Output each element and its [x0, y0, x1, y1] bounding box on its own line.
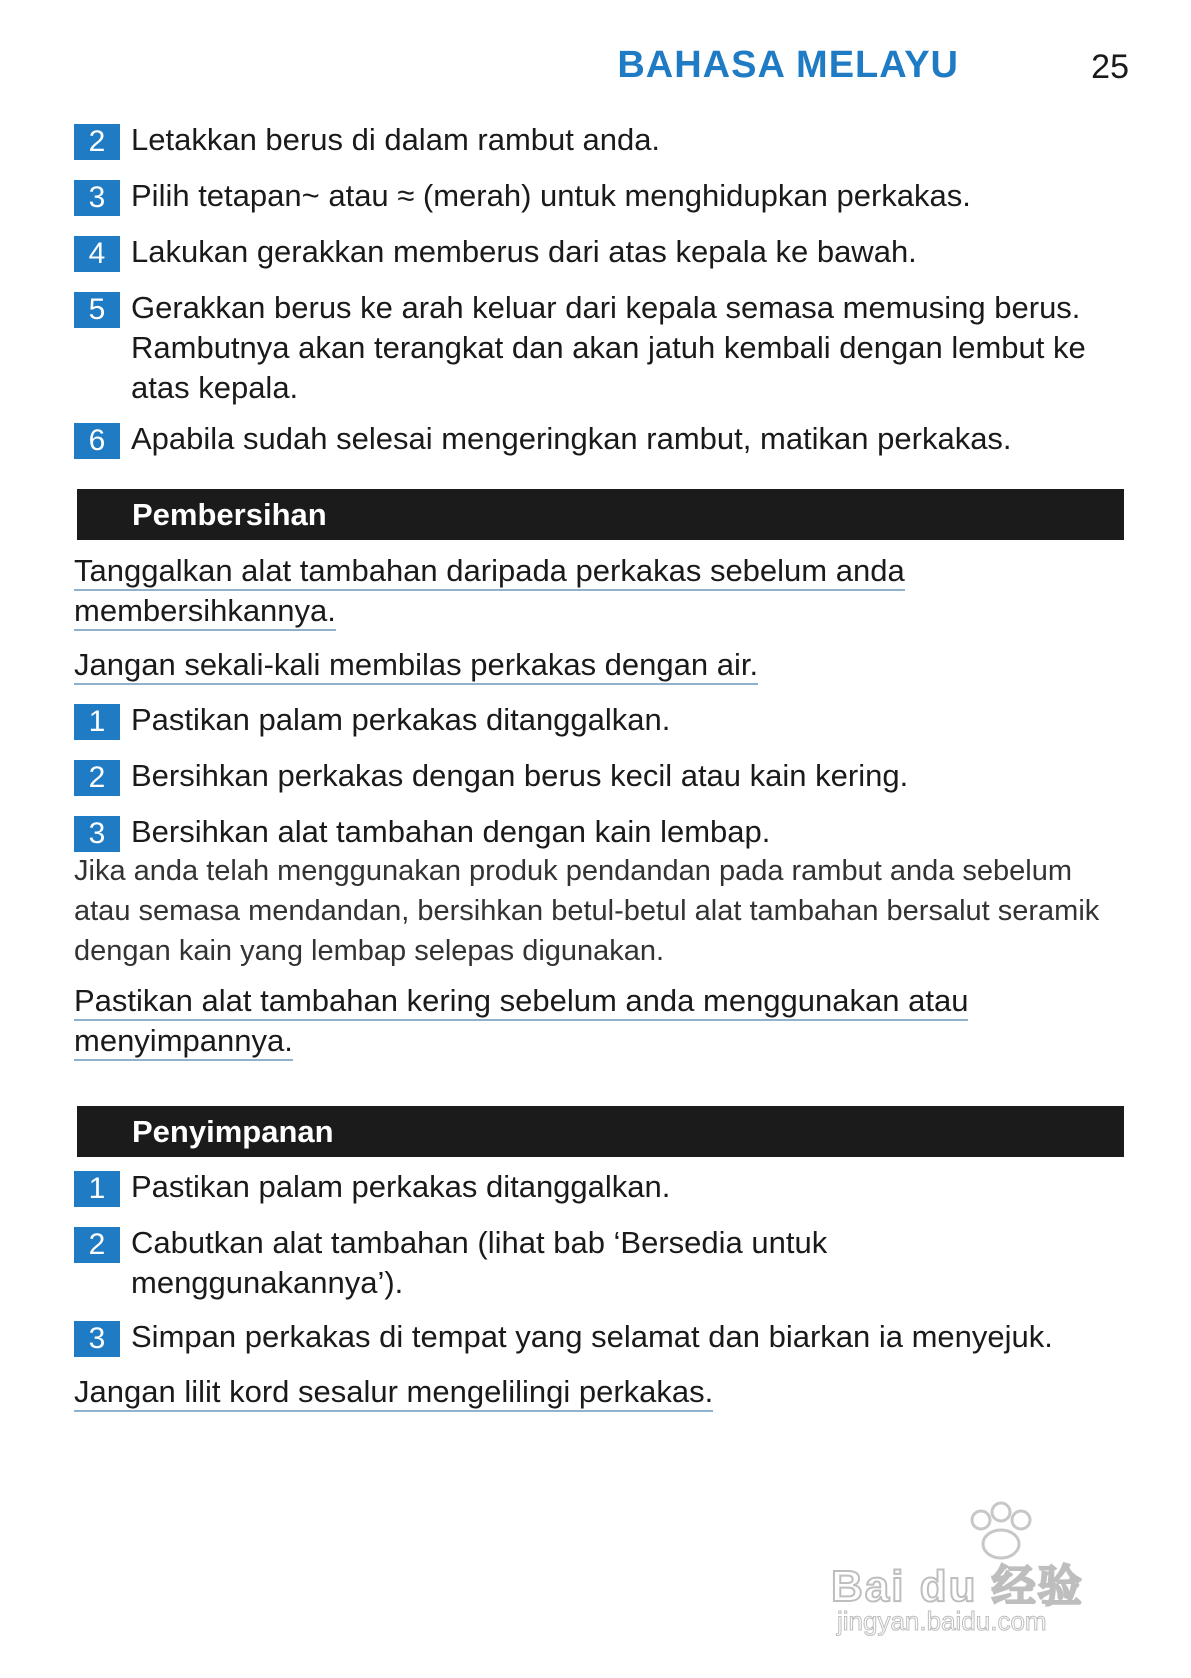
step-text: Bersihkan alat tambahan dengan kain lembap.: [131, 814, 771, 849]
step-number: 1: [74, 1171, 120, 1207]
section-header-cleaning: [77, 489, 1124, 540]
step-number: 5: [74, 292, 120, 328]
step-number: 4: [74, 236, 120, 272]
step-text: Pilih tetapan~ atau ≈ (merah) untuk menghidupkan perkakas.: [131, 178, 971, 213]
cleaning-step: [74, 812, 1134, 852]
step-text: Lakukan gerakkan memberus dari atas kepala ke bawah.: [131, 234, 917, 269]
cleaning-warning-remove-attachments: [74, 551, 974, 631]
storage-step: [74, 1223, 894, 1303]
storage-warning-cord: [74, 1372, 974, 1412]
usage-step: [74, 176, 1134, 216]
usage-step: [74, 232, 1134, 272]
step-text: Pastikan palam perkakas ditanggalkan.: [131, 1169, 671, 1204]
step-text: Apabila sudah selesai mengeringkan rambut, matikan perkakas.: [131, 421, 1012, 456]
step-number: 3: [74, 816, 120, 852]
cleaning-step: [74, 700, 1134, 740]
usage-step: [74, 120, 1134, 160]
section-title: Penyimpanan: [132, 1114, 334, 1149]
step-text: Gerakkan berus ke arah keluar dari kepala semasa memusing berus. Rambutnya akan terangkat dan akan jatuh kembali dengan lembut ke atas kepala.: [131, 290, 1086, 405]
step-number: 2: [74, 1227, 120, 1263]
cleaning-warning-no-water: [74, 645, 974, 685]
step-text: Letakkan berus di dalam rambut anda.: [131, 122, 661, 157]
step-number: 2: [74, 124, 120, 160]
warning-text: Tanggalkan alat tambahan daripada perkakas sebelum anda membersihkannya.: [74, 553, 905, 631]
step-text: Cabutkan alat tambahan (lihat bab ‘Bersedia untuk menggunakannya’).: [131, 1225, 828, 1300]
step-text: Bersihkan perkakas dengan berus kecil atau kain kering.: [131, 758, 909, 793]
warning-text: Pastikan alat tambahan kering sebelum anda menggunakan atau menyimpannya.: [74, 983, 968, 1061]
section-title: Pembersihan: [132, 497, 327, 532]
storage-step: [74, 1317, 1134, 1357]
section-header-storage: [77, 1106, 1124, 1157]
storage-step: [74, 1167, 1134, 1207]
cleaning-note: Jika anda telah menggunakan produk pendandan pada rambut anda sebelum atau semasa mendandan, bersihkan betul-betul alat tambahan bersalut seramik dengan kain yang lembap selepas digunakan.: [74, 855, 1100, 967]
step-number: 1: [74, 704, 120, 740]
cleaning-warning-dry: [74, 981, 1014, 1061]
step-text: Pastikan palam perkakas ditanggalkan.: [131, 702, 671, 737]
page-number: 25: [1091, 48, 1129, 86]
warning-text: Jangan sekali-kali membilas perkakas dengan air.: [74, 647, 758, 685]
warning-text: Jangan lilit kord sesalur mengelilingi perkakas.: [74, 1374, 713, 1412]
watermark-brand: Bai du 经验: [831, 1562, 1084, 1611]
watermark-url: jingyan.baidu.com: [837, 1606, 1047, 1636]
step-number: 3: [74, 1321, 120, 1357]
cleaning-step: [74, 756, 1134, 796]
usage-step: [74, 288, 1134, 408]
step-text: Simpan perkakas di tempat yang selamat dan biarkan ia menyejuk.: [131, 1319, 1053, 1354]
page-header-title: BAHASA MELAYU: [617, 44, 959, 86]
step-number: 3: [74, 180, 120, 216]
usage-step: [74, 419, 1134, 459]
step-number: 6: [74, 423, 120, 459]
baidu-watermark: [831, 1498, 1131, 1638]
step-number: 2: [74, 760, 120, 796]
